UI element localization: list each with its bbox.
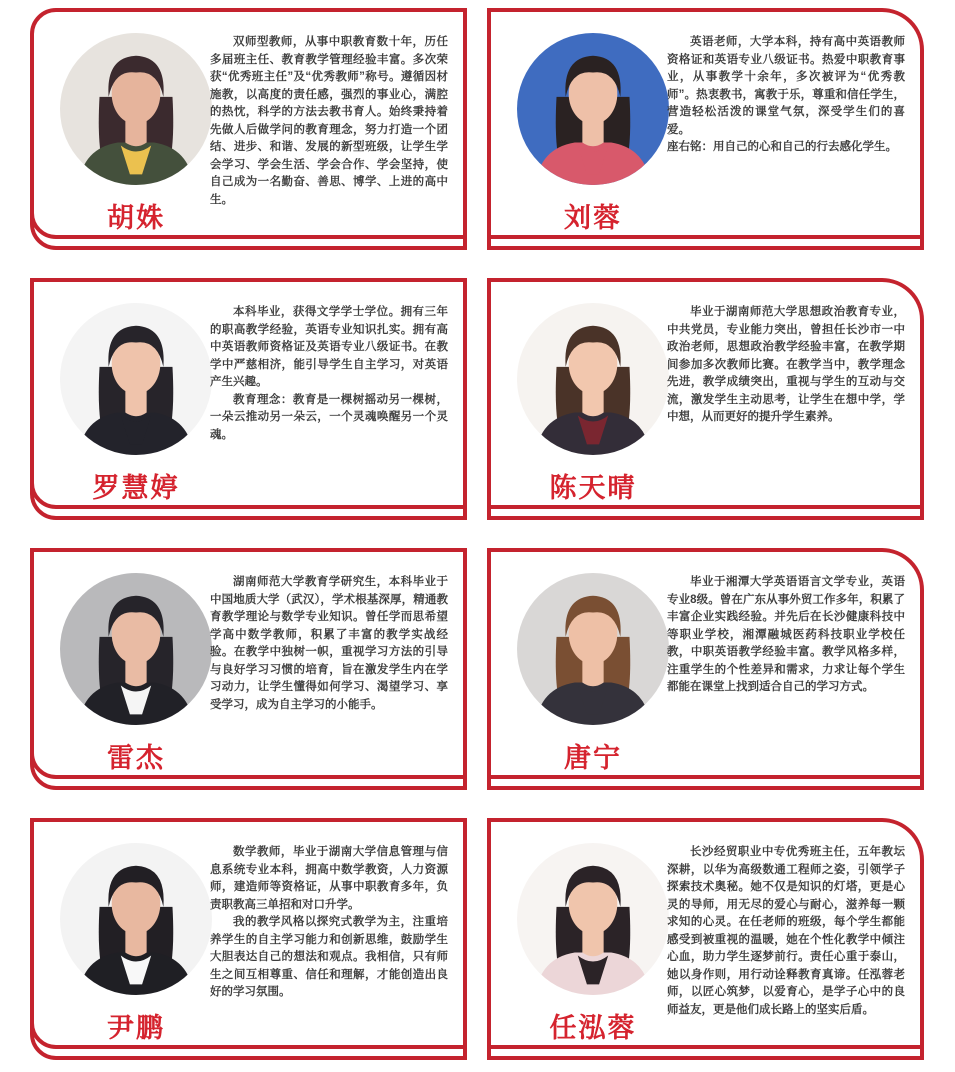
teacher-bio	[210, 304, 448, 444]
teacher-name: 唐宁	[564, 743, 622, 773]
teacher-card	[487, 8, 924, 239]
teacher-name: 雷杰	[107, 743, 165, 773]
teacher-bio	[210, 34, 448, 209]
bio-paragraph: 数学教师，毕业于湖南大学信息管理与信息系统专业本科，拥高中数学教资，人力资源师，建造师等资格证，从事中职教育多年，负责职教高三单招和对口升学。	[210, 846, 448, 911]
teacher-photo	[60, 33, 212, 185]
teacher-card	[30, 548, 467, 779]
person-avatar-icon	[60, 573, 212, 725]
bio-paragraph: 座右铭：用自己的心和自己的行去感化学生。	[667, 141, 897, 153]
person-avatar-icon	[60, 303, 212, 455]
teacher-photo	[517, 573, 669, 725]
teacher-card	[30, 8, 467, 239]
bio-paragraph: 我的教学风格以探究式教学为主，注重培养学生的自主学习能力和创新思维，鼓励学生大胆表达自己的想法和观点。我相信，只有师生之间互相尊重、信任和理解，才能创造出良好的学习氛围。	[210, 916, 448, 998]
person-avatar-icon	[517, 573, 669, 725]
bio-paragraph: 双师型教师，从事中职教育数十年，历任多届班主任、教育教学管理经验丰富。多次荣获“优秀班主任”及“优秀教师”称号。遵循因材施教，以高度的责任感，强烈的事业心，满腔的热忱，科学的方法去教书育人。始终秉持着先做人后做学问的教育理念，努力打造一个团结、进步、和谐、发展的新型班级，让学生学会学习、学会生活、学会合作、学会坚持，使自己成为一名勤奋、善思、博学、上进的高中生。	[210, 36, 448, 206]
person-avatar-icon	[517, 843, 669, 995]
teacher-photo	[60, 573, 212, 725]
person-avatar-icon	[517, 303, 669, 455]
teacher-bio	[667, 574, 905, 697]
bio-paragraph: 湖南师范大学教育学研究生，本科毕业于中国地质大学（武汉），学术根基深厚，精通教育教学理论与数学专业知识。曾任学而思希望学高中数学教师，积累了丰富的教学实战经验。在教学中独树一帜，重视学习方法的引导与良好学习习惯的培育，旨在激发学生内在学习动力，让学生懂得如何学习、渴望学习、享受学习，成为自主学习的小能手。	[210, 576, 448, 711]
teacher-name: 尹鹏	[107, 1013, 165, 1043]
person-avatar-icon	[60, 843, 212, 995]
teacher-photo	[517, 843, 669, 995]
teacher-card	[30, 818, 467, 1049]
teacher-name: 任泓蓉	[549, 1013, 637, 1043]
bio-paragraph: 毕业于湘潭大学英语语言文学专业，英语专业8级。曾在广东从事外贸工作多年，积累了丰富企业实践经验。并先后在长沙健康科技中等职业学校，湘潭融城医药科技职业学校任教，中职英语教学经验丰富。教学风格多样，注重学生的个性差异和需求，力求让每个学生都能在课堂上找到适合自己的学习方式。	[667, 576, 905, 693]
teacher-name: 罗慧婷	[92, 473, 180, 503]
person-avatar-icon	[517, 33, 669, 185]
teacher-name: 刘蓉	[564, 203, 622, 233]
bio-paragraph: 长沙经贸职业中专优秀班主任，五年教坛深耕，以华为高级数通工程师之姿，引领学子探索技术奥秘。她不仅是知识的灯塔，更是心灵的导师，用无尽的爱心与耐心，滋养每一颗求知的心灵。在任老师的班级，每个学生都能感受到被重视的温暖，她在个性化教学中倾注心血，助力学生逐梦前行。责任心重于泰山，她以身作则，用行动诠释教育真谛。任泓蓉老师，以匠心筑梦，以爱育心，是学子心中的良师益友，更是他们成长路上的坚实后盾。	[667, 846, 905, 1016]
teacher-photo	[517, 303, 669, 455]
teacher-photo	[60, 843, 212, 995]
teacher-photo	[517, 33, 669, 185]
bio-paragraph: 毕业于湖南师范大学思想政治教育专业，中共党员，专业能力突出，曾担任长沙市一中政治老师，思想政治教学经验丰富，在教学期间参加多次教师比赛。在教学当中，教学理念先进，教学成绩突出，重视与学生的互动与交流，激发学生主动思考，让学生在想中学，学中想，从而更好的提升学生素养。	[667, 306, 905, 423]
bio-paragraph: 本科毕业，获得文学学士学位。拥有三年的职高教学经验，英语专业知识扎实。拥有高中英语教师资格证及英语专业八级证书。在教学中严慈相济，能引导学生自主学习，对英语产生兴趣。	[210, 306, 448, 388]
teacher-name: 胡姝	[107, 203, 165, 233]
teacher-bio	[667, 844, 905, 1019]
teacher-photo	[60, 303, 212, 455]
bio-paragraph: 教育理念：教育是一棵树摇动另一棵树，一朵云推动另一朵云，一个灵魂唤醒另一个灵魂。	[210, 393, 448, 441]
bio-paragraph: 英语老师，大学本科，持有高中英语教师资格证和英语专业八级证书。热爱中职教育事业，从事教学十余年，多次被评为“优秀教师”。热衷教书，寓教于乐，尊重和信任学生，营造轻松活泼的课堂气氛，深受学生们的喜爱。	[667, 36, 905, 136]
teacher-card	[487, 278, 924, 509]
person-avatar-icon	[60, 33, 212, 185]
teacher-bio	[210, 574, 448, 714]
teacher-name: 陈天晴	[549, 473, 637, 503]
teacher-card	[30, 278, 467, 509]
teacher-bio	[667, 34, 905, 157]
teacher-bio	[667, 304, 905, 427]
teacher-bio	[210, 844, 448, 1002]
teacher-card	[487, 818, 924, 1049]
teacher-card	[487, 548, 924, 779]
